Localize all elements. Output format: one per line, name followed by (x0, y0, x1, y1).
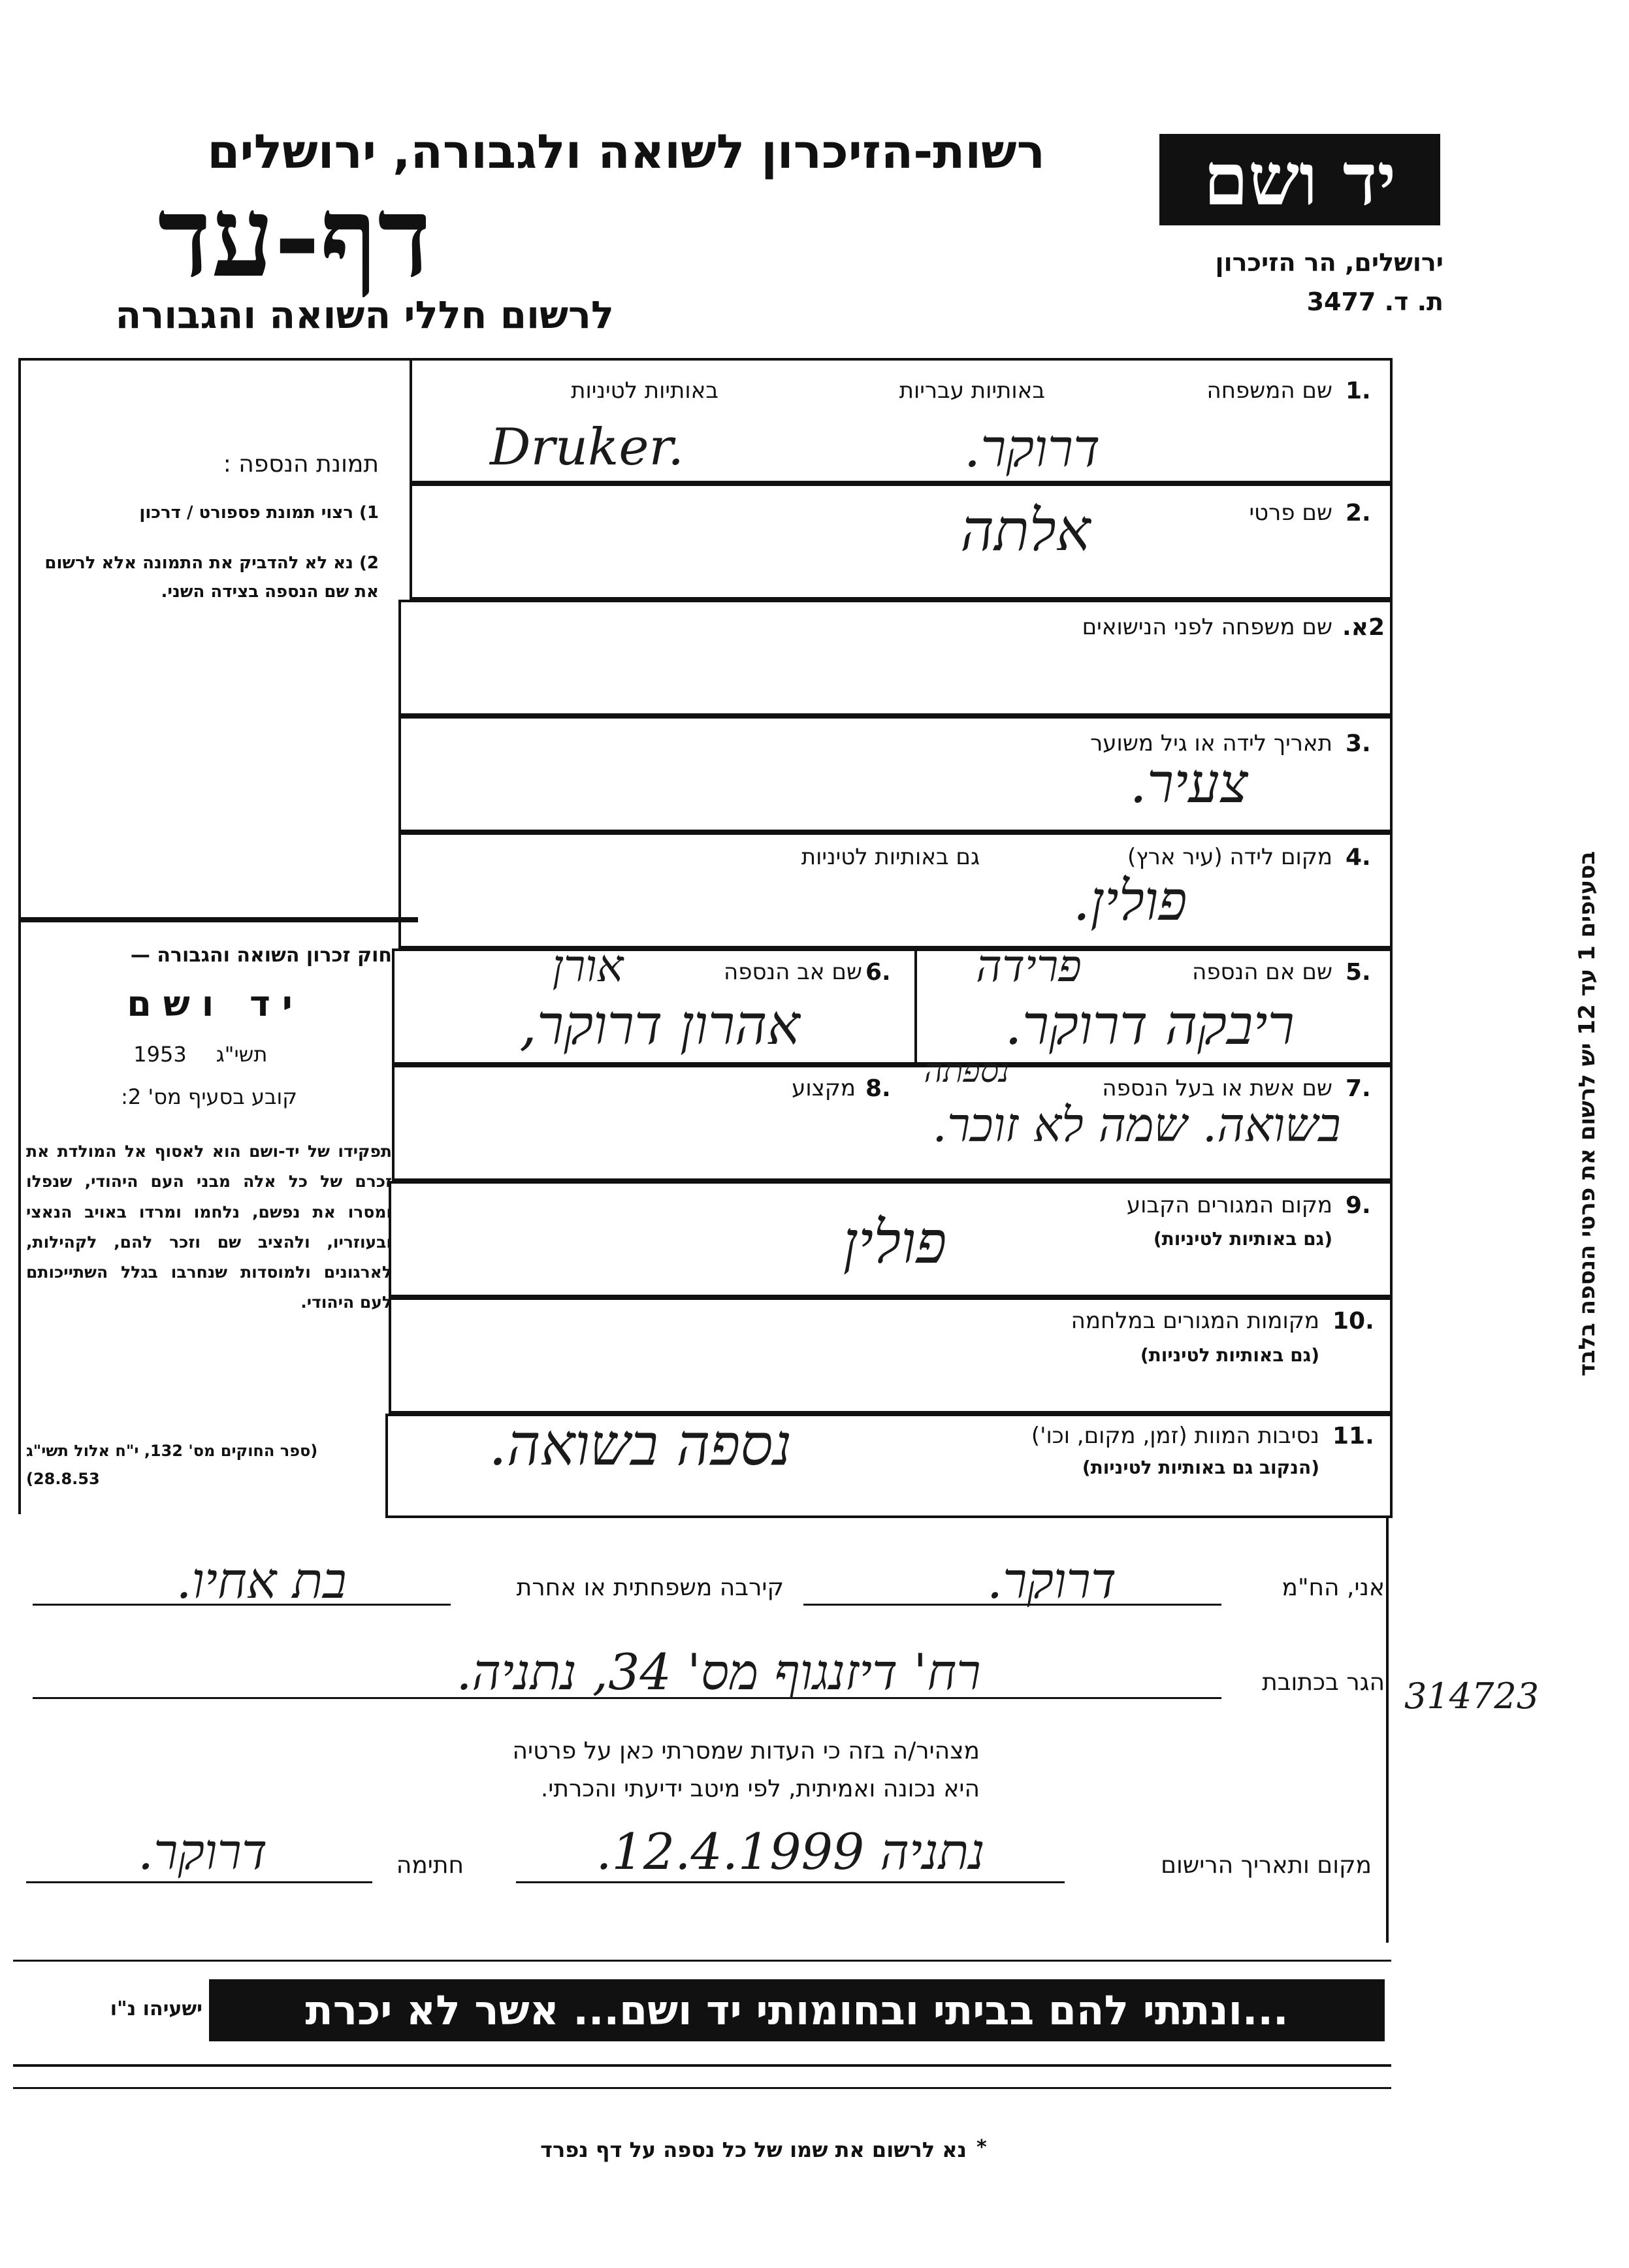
field-10-label: מקומות המגורים במלחמה (1071, 1308, 1319, 1334)
place-date-value[interactable]: נתניה 12.4.1999. (596, 1822, 985, 1881)
banner-bottom-rule-1 (13, 2064, 1391, 2067)
field-5-number: 5. (1346, 959, 1371, 986)
authority-name: רשות-הזיכרון לשואה ולגבורה, ירושלים (207, 124, 1045, 179)
field-1-sub-hebrew: באותיות עבריות (899, 378, 1045, 404)
photo-box (18, 358, 418, 920)
field-3-value[interactable]: צעיר. (1129, 751, 1248, 815)
law-source: (ספר החוקים מס' 132, י"ח אלול תשי"ג 28.8.53) (26, 1442, 318, 1489)
margin-number: 314723 (1404, 1676, 1540, 1717)
field-5-label: שם אם הנספה (1192, 959, 1332, 985)
field-4-label: מקום לידה (עיר ארץ) (1127, 844, 1332, 870)
declarant-address-value[interactable]: רח' דיזנגוף מס' 34, נתניה. (456, 1643, 981, 1701)
field-2-value[interactable]: אלתה (960, 496, 1091, 564)
field-7-number: 7. (1346, 1075, 1371, 1102)
field-2-number: 2. (1346, 500, 1371, 526)
field-9-number: 9. (1346, 1192, 1371, 1219)
field-3-number: 3. (1346, 730, 1371, 757)
law-section: קובע בסעיף מס' 2: (121, 1084, 297, 1109)
field-7-value[interactable]: בשואה. שמה לא זוכר. (932, 1097, 1341, 1152)
field-8-number: 8. (865, 1075, 891, 1102)
field-1-number: 1. (1346, 378, 1371, 404)
law-heading: חוק זכרון השואה והגבורה — (130, 944, 392, 967)
signature-label: חתימה (396, 1852, 464, 1879)
form-title: דף-עד (157, 172, 431, 302)
field-5-value-top[interactable]: פרידה (976, 941, 1082, 992)
field-7-value-top[interactable]: נספתה (924, 1052, 1010, 1090)
form-subtitle: לרשום חללי השואה והגבורה (115, 293, 614, 337)
field-1-label: שם המשפחה (1206, 378, 1332, 404)
law-name: יד ושם (127, 983, 304, 1024)
logo-subtitle: ירושלים, הר הזיכרון (1215, 248, 1444, 277)
field-9-value[interactable]: פולין (843, 1208, 947, 1277)
photo-box-item2: 2) נא לא להדביק את התמונה אלא לרשום את שם הנספה בצידה השני. (44, 553, 379, 602)
law-year-heb: תשי"ג (216, 1042, 268, 1067)
banner-bottom-rule-2 (13, 2087, 1391, 2089)
footnote-star: * (976, 2136, 987, 2159)
declarant-i-value[interactable]: דרוקר. (986, 1551, 1117, 1610)
field-7-label: שם אשת או בעל הנספה (1102, 1075, 1332, 1101)
logo-text: יד ושם (1203, 137, 1396, 221)
declaration-line-1: מצהיר/ה בזה כי העדות שמסרתי כאן על פרטיה (512, 1738, 980, 1764)
field-9-label: מקום המגורים הקבוע (1126, 1192, 1332, 1218)
banner-source: ישעיהו נ"ו (110, 1998, 202, 2020)
footnote: נא לרשום את שמו של כל נספה על דף נפרד (540, 2137, 967, 2162)
field-8-label: מקצוע (792, 1075, 856, 1101)
law-text: תפקידו של יד-ושם הוא לאסוף אל המולדת את זכרם של כל אלה מבני העם היהודי, שנפלו ומסרו את נפשם, נלחמו ומרדו באויב הנאצי ובעוזריו, ולהציב שם וזכר להם, לקהילות, לארגונים ולמוסדות שנחרבו בגלל השתייכותם לעם היהודי. (26, 1142, 392, 1312)
row-5-6-divider (914, 948, 917, 1065)
field-10-number: 10. (1332, 1308, 1374, 1335)
field-11-sub: (הנקוב גם באותיות לטיניות) (1082, 1457, 1319, 1478)
field-11-number: 11. (1332, 1423, 1374, 1450)
declarant-relation-label: קירבה משפחתית או אחרת (516, 1574, 784, 1601)
field-2-label: שם פרטי (1249, 500, 1332, 526)
field-5-value[interactable]: ריבקה דרוקר. (1005, 993, 1295, 1057)
field-4-number: 4. (1346, 844, 1371, 871)
side-note: בסעיפים 1 עד 12 יש לרשום את פרטי הנספה בלבד (1574, 850, 1600, 1377)
po-box: ת. ד. 3477 (1306, 287, 1444, 316)
photo-box-title: תמונת הנספה : (223, 451, 379, 478)
field-9-sub: (גם באותיות לטיניות) (1153, 1228, 1332, 1250)
field-6-label: שם אב הנספה (724, 959, 862, 985)
declarant-relation-value[interactable]: בת אחיו. (176, 1551, 347, 1610)
declarant-i-label: אני, הח"מ (1282, 1574, 1385, 1601)
banner (209, 1979, 1385, 2041)
banner-text: ...ונתתי להם בביתי ובחומותי יד ושם... אשר לא יכרת (305, 1986, 1289, 2034)
field-4-value[interactable]: פולין. (1073, 869, 1187, 933)
signature-line (26, 1881, 372, 1883)
declaration-line-2: היא נכונה ואמיתית, לפי מיטב ידיעתי והכרתי. (540, 1775, 980, 1802)
place-date-line (516, 1881, 1065, 1883)
field-6-value-top[interactable]: אורן (552, 941, 624, 992)
field-10-sub: (גם באותיות לטיניות) (1140, 1344, 1319, 1366)
field-3-label: תאריך לידה או גיל משוער (1090, 730, 1332, 756)
field-1-value-latin[interactable]: Druker. (490, 418, 684, 477)
declarant-address-label: הגר בכתובת (1262, 1669, 1385, 1696)
logo-box (1159, 134, 1440, 225)
field-2a-number: 2א. (1342, 614, 1385, 641)
place-date-label: מקום ותאריך הרישום (1161, 1852, 1372, 1879)
field-11-value[interactable]: נספה בשואה. (489, 1411, 792, 1478)
field-1-value-hebrew[interactable]: דרוקר. (963, 418, 1101, 479)
field-2a-label: שם משפחה לפני הנישואים (1082, 614, 1332, 640)
law-year: 1953 (133, 1042, 187, 1067)
banner-top-rule (13, 1960, 1391, 1962)
photo-box-item1: 1) רצוי תמונת פספורט / דרכון (139, 503, 379, 523)
field-1-sub-latin: באותיות לטיניות (571, 378, 718, 404)
field-6-value[interactable]: אהרון דרוקר, (519, 993, 800, 1057)
signature-value[interactable]: דרוקר. (137, 1822, 268, 1881)
field-4-sub: גם באותיות לטיניות (801, 844, 980, 870)
field-6-number: 6. (865, 959, 891, 986)
field-11-label: נסיבות המוות (זמן, מקום, וכו') (1031, 1423, 1319, 1449)
right-border-lower (1386, 1518, 1389, 1943)
